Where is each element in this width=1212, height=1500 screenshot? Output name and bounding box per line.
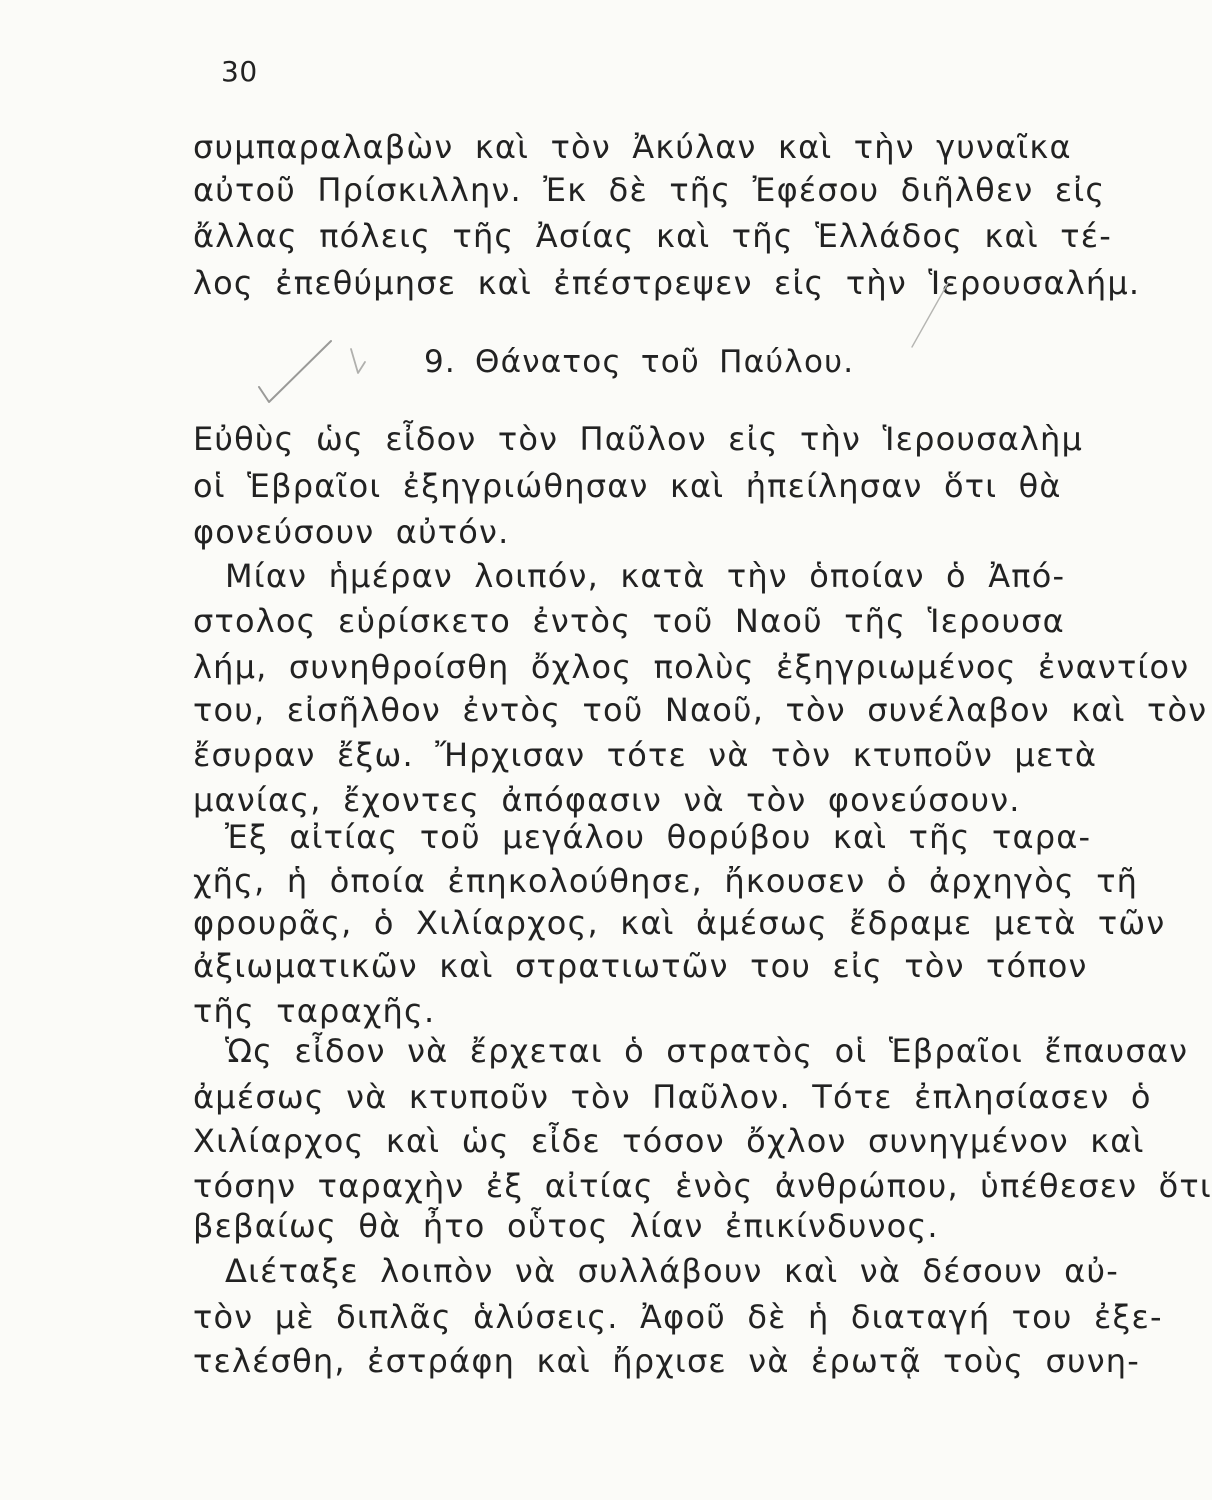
- body-line-13: μανίας, ἔχοντες ἀπόφασιν νὰ τὸν φονεύσουν.: [193, 781, 1021, 819]
- pencil-small-stroke: [351, 349, 365, 373]
- body-line-14: Ἐξ αἰτίας τοῦ μεγάλου θορύβου καὶ τῆς ταρα-: [225, 818, 1092, 856]
- body-line-23: βεβαίως θὰ ἦτο οὗτος λίαν ἐπικίνδυνος.: [193, 1207, 939, 1245]
- body-line-12: ἔσυραν ἔξω. Ἤρχισαν τότε νὰ τὸν κτυποῦν μετὰ: [193, 736, 1098, 774]
- body-line-25: τὸν μὲ διπλᾶς ἁλύσεις. Ἀφοῦ δὲ ἡ διαταγή του ἐξε-: [193, 1298, 1163, 1336]
- pencil-check-mark: [255, 327, 375, 417]
- body-line-18: τῆς ταραχῆς.: [193, 992, 436, 1030]
- body-line-11: του, εἰσῆλθον ἐντὸς τοῦ Ναοῦ, τὸν συνέλαβον καὶ τὸν: [193, 691, 1208, 729]
- pencil-check-stroke: [259, 341, 331, 402]
- body-line-4: λος ἐπεθύμησε καὶ ἐπέστρεψεν εἰς τὴν Ἱερουσαλήμ.: [193, 264, 1141, 302]
- body-line-5: Εὐθὺς ὡς εἶδον τὸν Παῦλον εἰς τὴν Ἱερουσαλὴμ: [193, 420, 1084, 458]
- body-line-16: φρουρᾶς, ὁ Χιλίαρχος, καὶ ἀμέσως ἔδραμε μετὰ τῶν: [193, 904, 1166, 942]
- body-line-17: ἀξιωματικῶν καὶ στρατιωτῶν του εἰς τὸν τόπον: [193, 947, 1088, 985]
- body-line-22: τόσην ταραχὴν ἐξ αἰτίας ἑνὸς ἀνθρώπου, ὑπέθεσεν ὅτι: [193, 1167, 1212, 1205]
- body-line-3: ἄλλας πόλεις τῆς Ἀσίας καὶ τῆς Ἑλλάδος καὶ τέ-: [193, 217, 1112, 255]
- body-line-26: τελέσθη, ἐστράφη καὶ ἤρχισε νὰ ἐρωτᾷ τοὺς συνη-: [193, 1342, 1140, 1380]
- body-line-1: συμπαραλαβὼν καὶ τὸν Ἀκύλαν καὶ τὴν γυναῖκα: [193, 128, 1072, 166]
- page-number: 30: [221, 55, 258, 88]
- body-line-24: Διέταξε λοιπὸν νὰ συλλάβουν καὶ νὰ δέσουν αὐ-: [225, 1252, 1119, 1290]
- section-title: 9. Θάνατος τοῦ Παύλου.: [424, 344, 855, 380]
- body-line-21: Χιλίαρχος καὶ ὡς εἶδε τόσον ὄχλον συνηγμένον καὶ: [193, 1122, 1145, 1160]
- body-line-15: χῆς, ἡ ὁποία ἐπηκολούθησε, ἤκουσεν ὁ ἀρχηγὸς τῆ: [193, 862, 1139, 900]
- body-line-6: οἱ Ἑβραῖοι ἐξηγριώθησαν καὶ ἠπείλησαν ὅτι θὰ: [193, 467, 1062, 505]
- body-line-7: φονεύσουν αὐτόν.: [193, 513, 510, 551]
- body-line-20: ἀμέσως νὰ κτυποῦν τὸν Παῦλον. Τότε ἐπλησίασεν ὁ: [193, 1078, 1152, 1116]
- body-line-10: λήμ, συνηθροίσθη ὄχλος πολὺς ἐξηγριωμένος ἐναντίον: [193, 648, 1190, 686]
- body-line-9: στολος εὑρίσκετο ἐντὸς τοῦ Ναοῦ τῆς Ἱερουσα: [193, 602, 1065, 640]
- body-line-8: Μίαν ἡμέραν λοιπόν, κατὰ τὴν ὁποίαν ὁ Ἀπό-: [225, 557, 1066, 595]
- body-line-19: Ὡς εἶδον νὰ ἔρχεται ὁ στρατὸς οἱ Ἑβραῖοι ἔπαυσαν: [225, 1032, 1189, 1070]
- body-line-2: αὐτοῦ Πρίσκιλλην. Ἐκ δὲ τῆς Ἐφέσου διῆλθεν εἰς: [193, 171, 1106, 209]
